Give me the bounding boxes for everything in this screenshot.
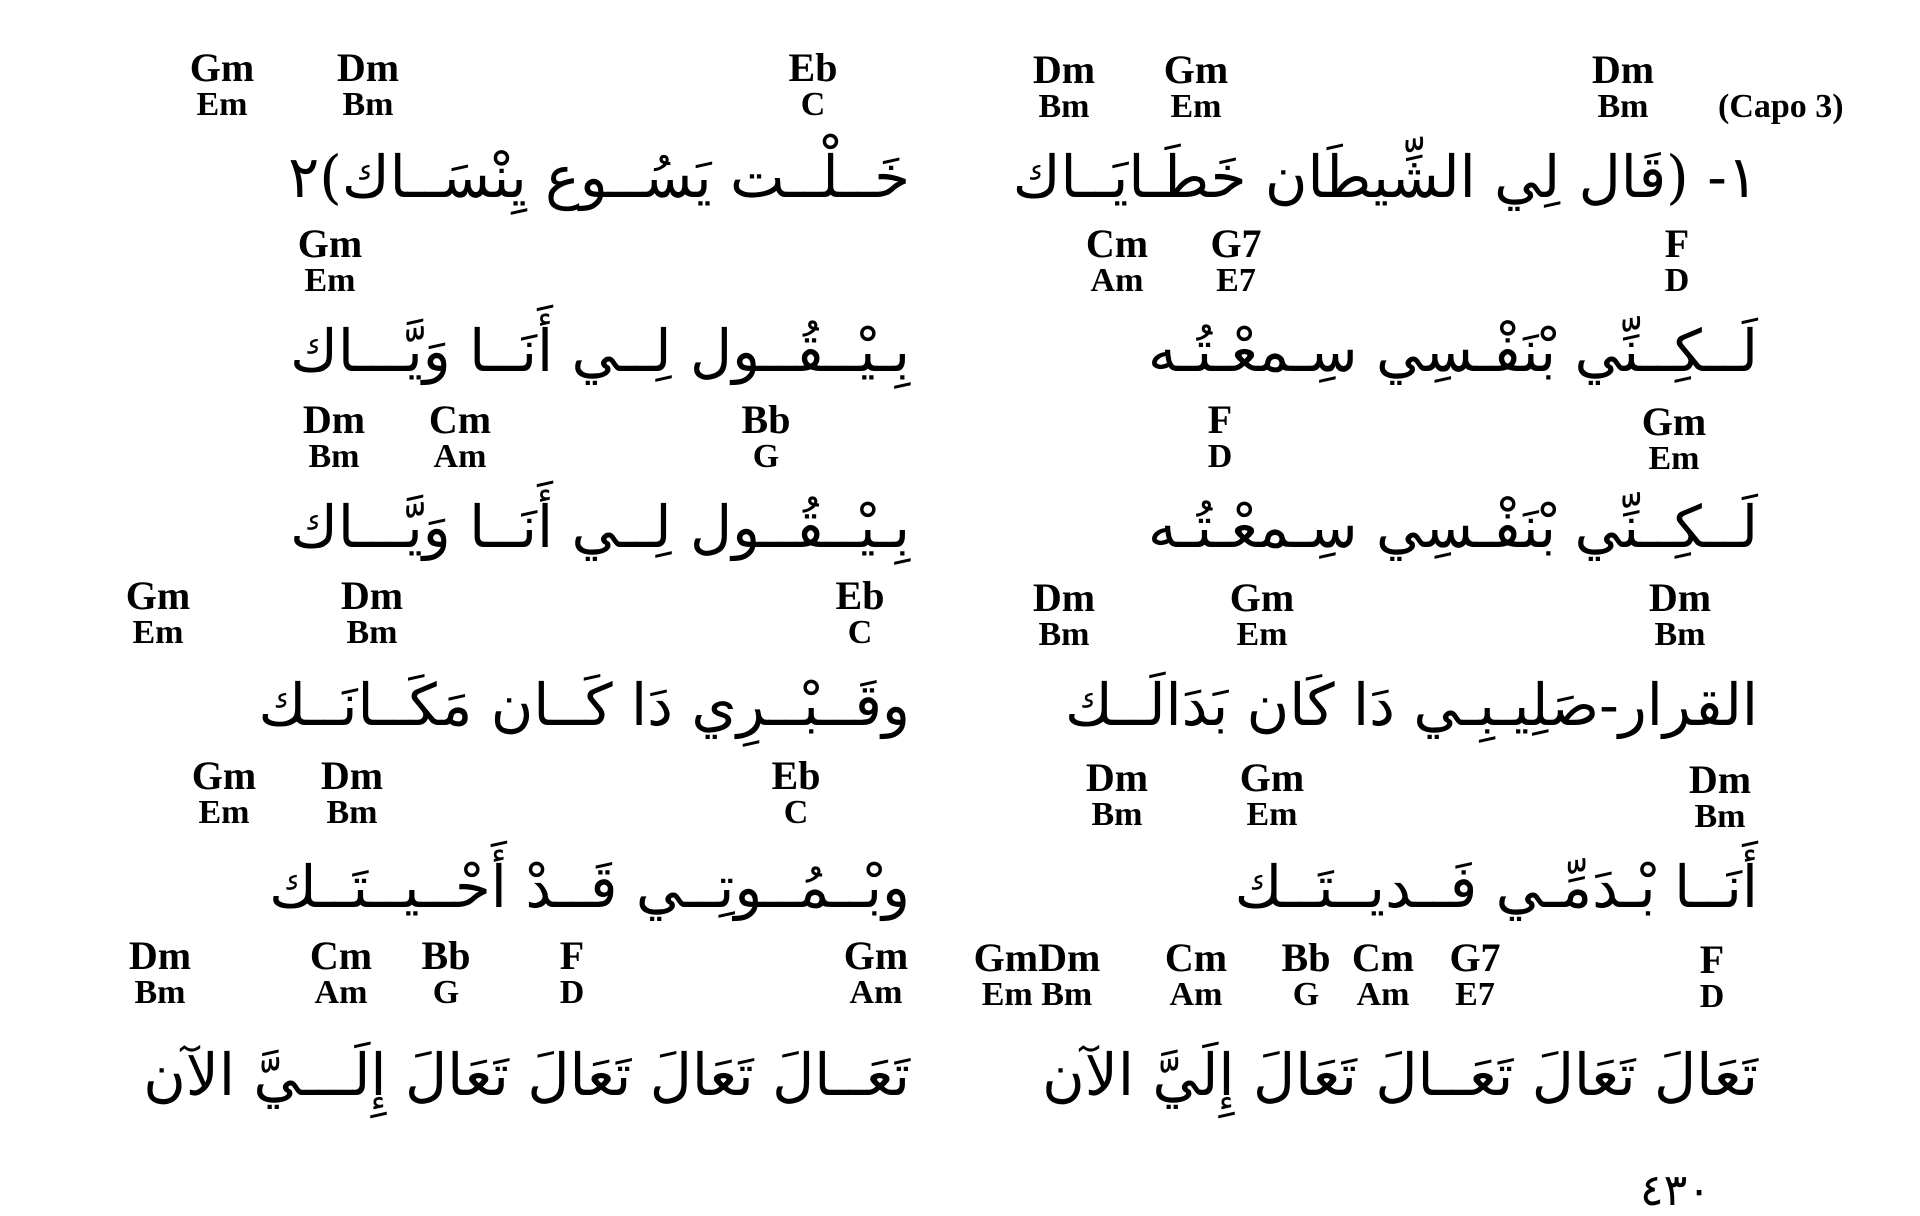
lyric-line5-right: أَنَــا بْـدَمِّـي فَــديــتَــك (1234, 853, 1758, 921)
chord-line5-2: Dm Bm (320, 753, 384, 831)
chord-line6-9: Cm Am (1351, 935, 1415, 1013)
chord-line3-1: Dm Bm (302, 397, 366, 475)
chord-line5-4: Dm Bm (1085, 755, 1149, 833)
chord-line6-8: Bb G (1281, 935, 1331, 1013)
lyric-line5-left: وبْــمُــوتِــي قَــدْ أَحْــيــتَــك (269, 853, 910, 921)
chord-line3-3: Bb G (741, 397, 791, 475)
lyric-line6-right: تَعَالَ تَعَالَ تَعَــالَ تَعَالَ إِلَيَّ الآن (1042, 1041, 1758, 1109)
lyric-line1-right: ١- (قَال لِي الشِّيطَان خَطَـايَــاك (1012, 143, 1758, 211)
chord-line6-10: G7 E7 (1449, 935, 1501, 1013)
chord-line1-6: Dm Bm (1591, 47, 1655, 125)
chord-line6-4: F D (559, 933, 585, 1011)
chord-line2-2: Cm Am (1085, 221, 1149, 299)
chord-line1-4: Dm Bm (1032, 47, 1096, 125)
chord-line3-2: Cm Am (428, 397, 492, 475)
chord-line1-1: Gm Em (189, 45, 255, 123)
chord-line4-4: Dm Bm (1032, 575, 1096, 653)
chord-line4-1: Gm Em (125, 573, 191, 651)
chord-line3-5: Gm Em (1641, 399, 1707, 477)
chord-line5-1: Gm Em (191, 753, 257, 831)
chord-line4-3: Eb C (835, 573, 885, 651)
chord-line5-5: Gm Em (1239, 755, 1305, 833)
lyric-line3-right: لَــكِــنِّي بْنَفْـسِي سِـمعْـتُـه (1147, 493, 1758, 561)
page-number: ٤٣٠ (1640, 1165, 1711, 1216)
lyric-line6-left: تَعَــالَ تَعَالَ تَعَالَ تَعَالَ إِلَـــيَّ الآن (143, 1041, 910, 1109)
chord-line1-5: Gm Em (1163, 47, 1229, 125)
chord-line6-11: F D (1699, 937, 1725, 1015)
chord-line2-1: Gm Em (297, 221, 363, 299)
lyric-line2-right: لَــكِــنِّي بْنَفْـسِي سِـمعْـتُـه (1147, 317, 1758, 385)
chord-line2-4: F D (1664, 221, 1690, 299)
chord-line6-2: Cm Am (309, 933, 373, 1011)
chord-line4-2: Dm Bm (340, 573, 404, 651)
lyric-line4-right: القرار-صَلِيـبِـي دَا كَان بَدَالَــك (1065, 671, 1758, 739)
chord-line2-3: G7 E7 (1210, 221, 1262, 299)
chord-line6-3: Bb G (421, 933, 471, 1011)
chord-line6-7: Cm Am (1164, 935, 1228, 1013)
lyric-line2-left: بِـيْــقُــول لِــي أَنَــا وَيَّـــاك (290, 317, 910, 385)
lyric-line3-left: بِـيْــقُــول لِــي أَنَــا وَيَّـــاك (290, 493, 910, 561)
chord-line4-6: Dm Bm (1648, 575, 1712, 653)
chord-line5-3: Eb C (771, 753, 821, 831)
chord-line6-1: Dm Bm (128, 933, 192, 1011)
chord-line5-6: Dm Bm (1688, 757, 1752, 835)
chord-line3-4: F D (1207, 397, 1233, 475)
capo-note: (Capo 3) (1718, 88, 1844, 125)
chord-line4-5: Gm Em (1229, 575, 1295, 653)
chord-line6-5: Gm Am (843, 933, 909, 1011)
chord-line1-3: Eb C (788, 45, 838, 123)
chord-line1-2: Dm Bm (336, 45, 400, 123)
lyric-line4-left: وقَــبْــرِي دَا كَــان مَكَــانَــك (258, 671, 910, 739)
chord-line6-6: GmDm Em Bm (973, 935, 1101, 1013)
lyric-line1-left: خَــلْــت يَسُــوع يِنْسَــاك)٢ (288, 143, 910, 211)
